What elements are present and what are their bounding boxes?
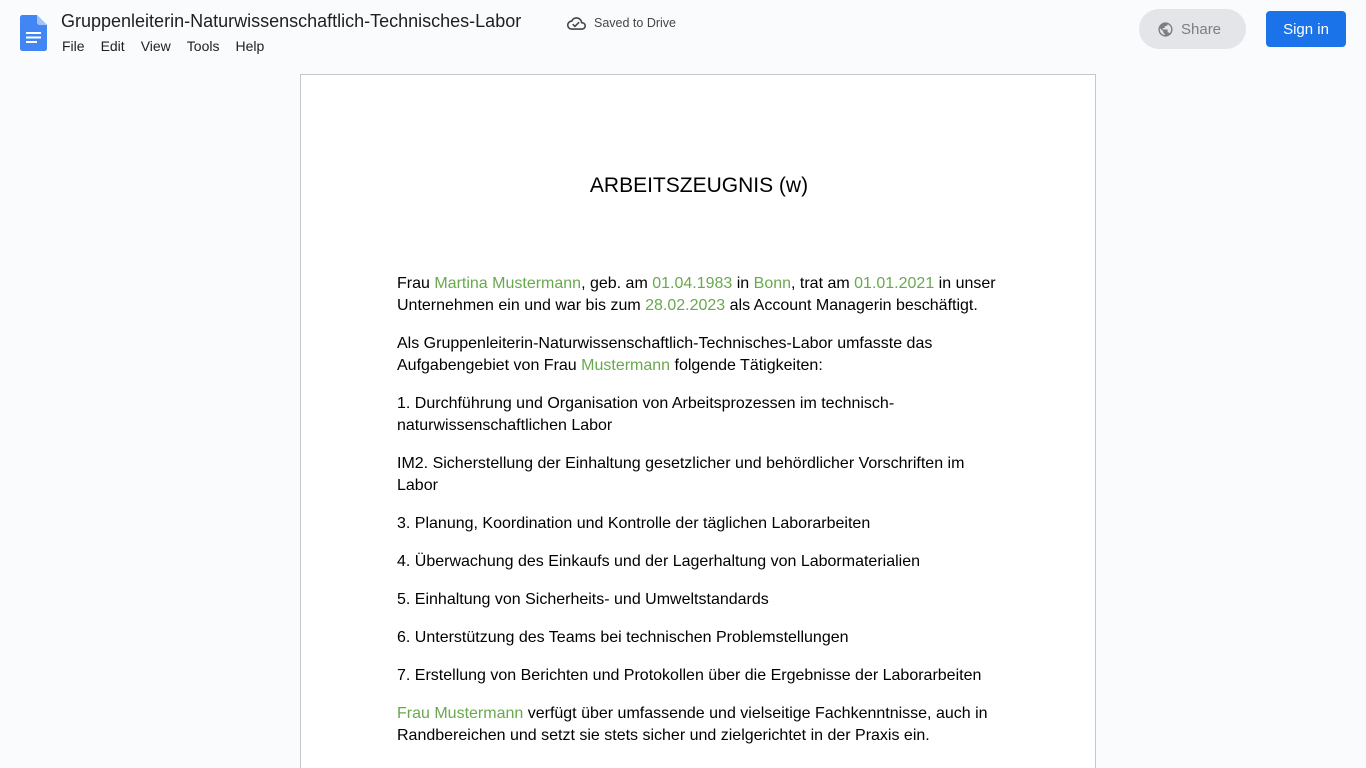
share-label: Share (1181, 20, 1222, 38)
text-run: , geb. am (581, 275, 653, 292)
text-run: in (732, 275, 754, 292)
paragraph-intro (397, 273, 1007, 317)
menu-tools[interactable]: Tools (186, 38, 220, 54)
task-item: 5. Einhaltung von Sicherheits- und Umweltstandards (397, 591, 769, 608)
cloud-done-icon (567, 14, 586, 33)
paragraph-tasks-intro (397, 333, 1007, 377)
text-run: , trat am (791, 275, 855, 292)
document-title[interactable]: Gruppenleiterin-Naturwissenschaftlich-Technisches-Labor (61, 11, 522, 31)
save-status[interactable] (567, 14, 676, 32)
start-date: 01.01.2021 (854, 275, 935, 292)
task-item: 4. Überwachung des Einkaufs und der Lagerhaltung von Labormaterialien (397, 553, 921, 570)
task-item: 3. Planung, Koordination und Kontrolle der täglichen Laborarbeiten (397, 515, 871, 532)
menu-bar (54, 36, 272, 56)
save-status-label: Saved to Drive (594, 16, 676, 30)
text-run: als Account Managerin beschäftigt. (725, 297, 978, 314)
text-run: verfügt über umfassende und vielseitige Fachkenntnisse, auch in Randbereichen und setzt sie stets sicher und zielgerichtet in der Praxis ein. (397, 705, 988, 744)
globe-icon (1157, 21, 1174, 38)
task-item: IM2. Sicherstellung der Einhaltung gesetzlicher und behördlicher Vorschriften im Labor (397, 455, 965, 494)
task-item: 6. Unterstützung des Teams bei technischen Problemstellungen (397, 629, 849, 646)
employee-name: Martina Mustermann (434, 275, 582, 292)
document-page[interactable] (300, 74, 1096, 768)
document-body (397, 273, 1007, 763)
document-heading: ARBEITSZEUGNIS (w) (589, 174, 809, 197)
sign-in-button[interactable]: Sign in (1266, 11, 1346, 47)
text-run: Als Gruppenleiterin-Naturwissenschaftlich-Technisches-Labor umfasste das Aufgabengebiet von Frau (397, 335, 933, 374)
paragraph-skills (397, 703, 1007, 747)
employee-surname: Mustermann (581, 357, 671, 374)
menu-help[interactable]: Help (235, 38, 265, 54)
menu-edit[interactable]: Edit (100, 38, 125, 54)
app-header (0, 0, 1366, 64)
text-run: folgende Tätigkeiten: (670, 357, 823, 374)
employee-name: Frau Mustermann (397, 705, 524, 722)
task-item: 7. Erstellung von Berichten und Protokollen über die Ergebnisse der Laborarbeiten (397, 667, 982, 684)
share-button[interactable] (1139, 9, 1246, 49)
end-date: 28.02.2023 (645, 297, 726, 314)
menu-view[interactable]: View (140, 38, 171, 54)
birth-city: Bonn (753, 275, 792, 292)
menu-file[interactable]: File (62, 38, 85, 54)
text-run: Frau (397, 275, 435, 292)
text-run: in unser Unternehmen ein und war bis zum (397, 275, 996, 314)
birth-date: 01.04.1983 (652, 275, 733, 292)
task-item: 1. Durchführung und Organisation von Arbeitsprozessen im technisch-naturwissenschaftlichen Labor (397, 395, 895, 434)
google-docs-icon[interactable] (20, 15, 47, 51)
